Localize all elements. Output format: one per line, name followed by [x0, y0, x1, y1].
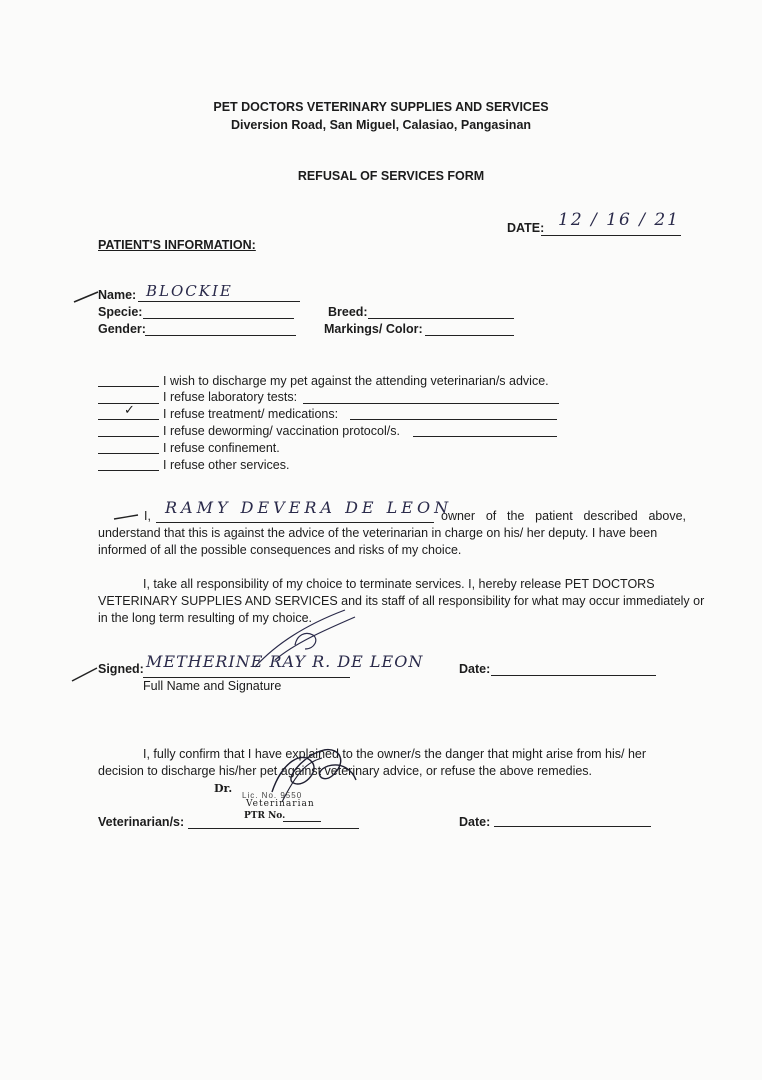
option-blank — [98, 453, 159, 454]
name-label: Name: — [98, 288, 137, 302]
statement-i: I, — [144, 509, 151, 523]
vet-label: Veterinarian/s: — [98, 815, 185, 829]
statement-line1: owner of the patient described above, — [441, 509, 686, 523]
option-blank — [98, 419, 159, 420]
confirmation-line1: I, fully confirm that I have explained to the owner/s the danger that might arise from his/ her — [143, 747, 647, 761]
patient-section-title: PATIENT'S INFORMATION: — [98, 238, 256, 252]
gender-label: Gender: — [98, 322, 146, 336]
statement-line3: informed of all the possible consequences and risks of my choice. — [98, 543, 462, 557]
option-detail-line — [350, 419, 557, 420]
option-detail-line — [413, 436, 557, 437]
option-text: I refuse confinement. — [163, 441, 280, 455]
date-label: DATE: — [507, 221, 545, 235]
stamp-ptr-line — [283, 821, 321, 822]
date-handwritten: 12 / 16 / 21 — [558, 210, 680, 230]
option-blank — [98, 386, 159, 387]
option-text: I refuse laboratory tests: — [163, 390, 298, 404]
tick-mark-signed — [70, 664, 100, 684]
stamp-ptr: PTR No. — [244, 811, 286, 821]
signature-line — [143, 677, 350, 678]
markings-label: Markings/ Color: — [324, 322, 423, 336]
responsibility-line3: in the long term resulting of my choice. — [98, 611, 312, 625]
responsibility-line1: I, take all responsibility of my choice to terminate services. I, hereby release PET DOCTORS — [143, 577, 655, 591]
stamp-license: Lic. No. 9550 — [242, 791, 303, 800]
stamp-dr: Dr. — [214, 782, 233, 795]
tick-mark-statement — [112, 510, 142, 522]
option-text: I refuse other services. — [163, 458, 290, 472]
specie-line — [143, 318, 294, 319]
signed-date-label: Date: — [459, 662, 491, 676]
breed-label: Breed: — [328, 305, 368, 319]
form-title: REFUSAL OF SERVICES FORM — [297, 169, 485, 183]
option-text: I wish to discharge my pet against the attending veterinarian/s advice. — [163, 374, 549, 388]
breed-line — [368, 318, 514, 319]
gender-line — [145, 335, 296, 336]
confirmation-line2: decision to discharge his/her pet against veterinary advice, or refuse the above remedies. — [98, 764, 593, 778]
owner-name-line — [156, 522, 434, 523]
markings-line — [425, 335, 514, 336]
vet-line — [188, 828, 359, 829]
option-text: I refuse deworming/ vaccination protocol/s. — [163, 424, 400, 438]
company-name: PET DOCTORS VETERINARY SUPPLIES AND SERVICES — [213, 100, 549, 114]
vet-date-label: Date: — [459, 815, 491, 829]
option-check-mark: ✓ — [124, 402, 135, 417]
option-blank — [98, 470, 159, 471]
company-address: Diversion Road, San Miguel, Calasiao, Pangasinan — [230, 118, 532, 132]
signature-handwritten: METHERINE RAY R. DE LEON — [146, 652, 424, 671]
statement-line2: understand that this is against the advice of the veterinarian in charge on his/ her deputy. I have been — [98, 526, 658, 540]
responsibility-line2: VETERINARY SUPPLIES AND SERVICES and its staff of all responsibility for what may occur immediately or — [98, 594, 705, 608]
signature-caption: Full Name and Signature — [143, 679, 282, 693]
specie-label: Specie: — [98, 305, 143, 319]
signed-label: Signed: — [98, 662, 144, 676]
date-line — [541, 235, 681, 236]
owner-name-handwritten: RAMY DEVERA DE LEON — [165, 498, 453, 517]
option-detail-line — [303, 403, 559, 404]
signed-date-line — [491, 675, 656, 676]
stamp-title: Veterinarian — [246, 799, 315, 809]
vet-date-line — [494, 826, 651, 827]
name-handwritten: BLOCKIE — [146, 282, 233, 300]
name-line — [138, 301, 300, 302]
option-blank — [98, 436, 159, 437]
option-text: I refuse treatment/ medications: — [163, 407, 339, 421]
